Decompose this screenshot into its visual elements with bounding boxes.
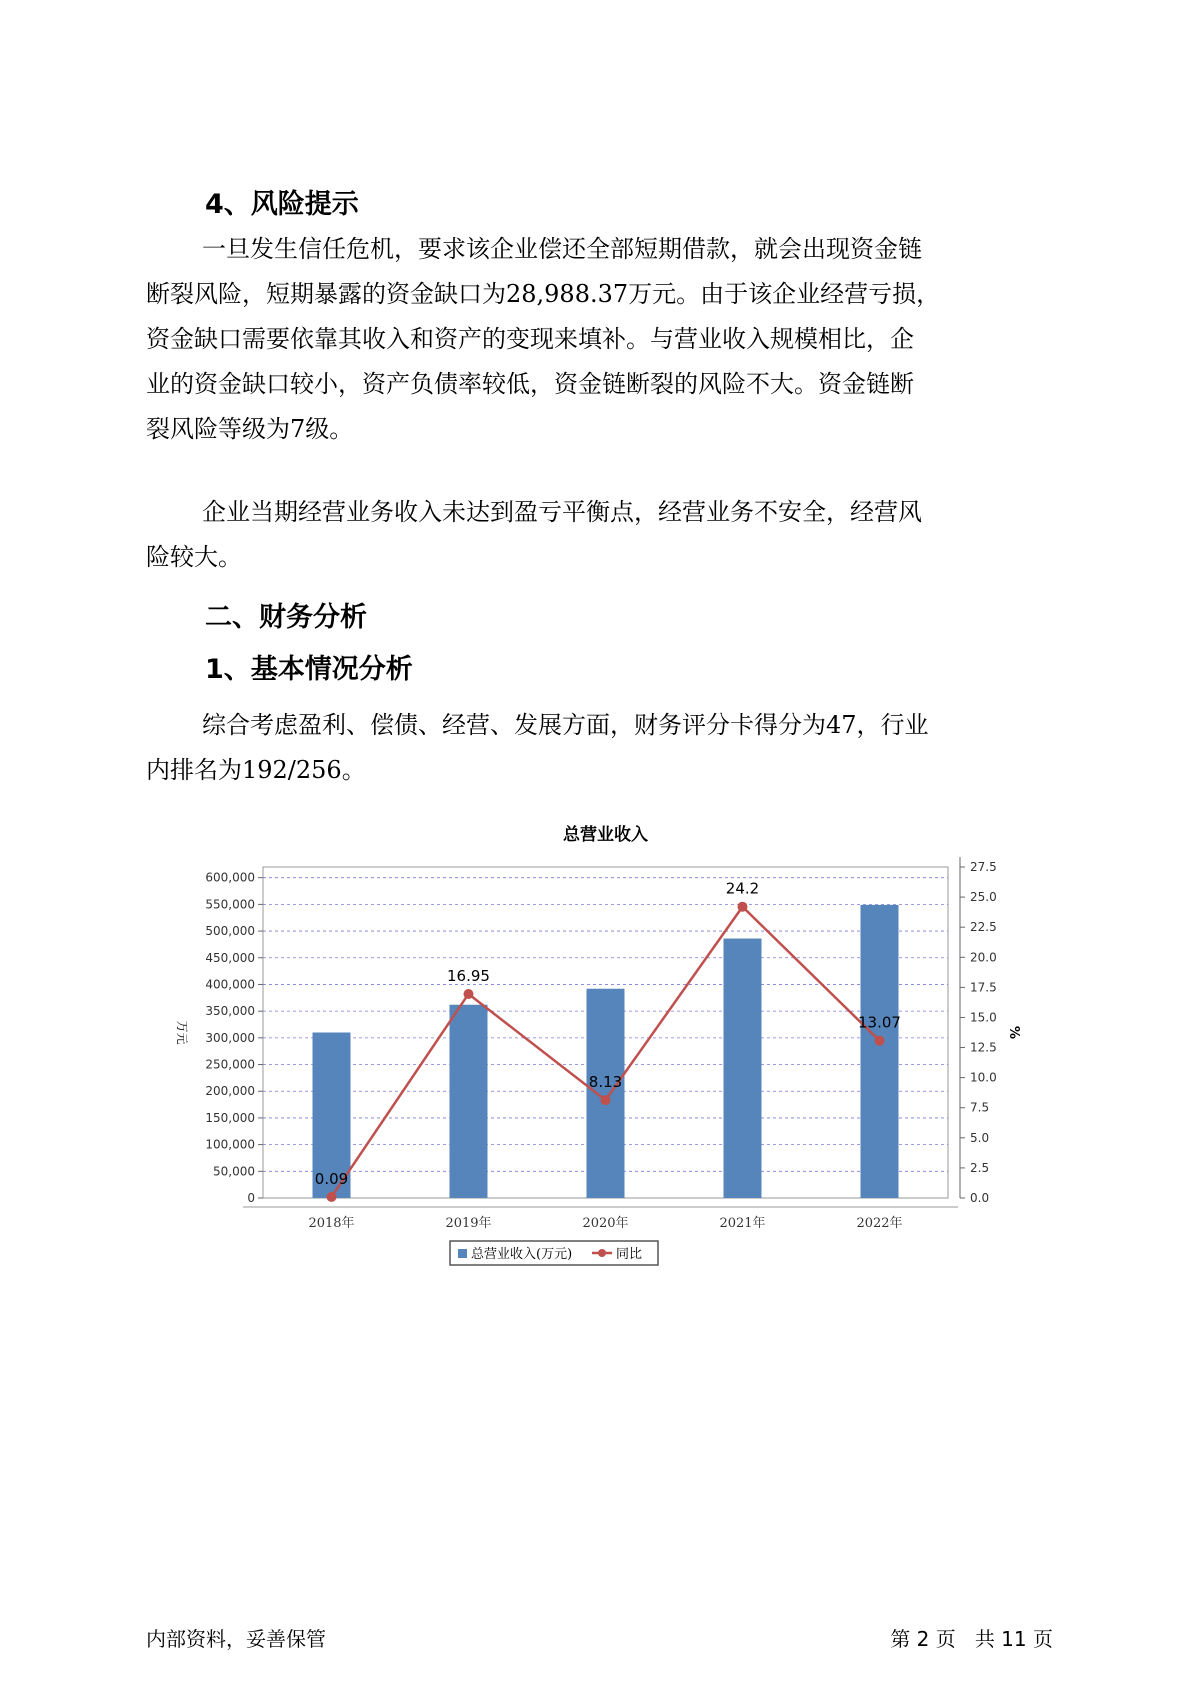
footer-left: 内部资料，妥善保管 [146, 1627, 326, 1651]
yoy-data-label: 24.2 [725, 879, 760, 898]
text-line: 一旦发生信任危机，要求该企业偿还全部短期借款，就会出现资金链 [202, 235, 922, 263]
legend-line-label: 同比 [616, 1247, 643, 1262]
y-left-tick-label: 600,000 [205, 870, 255, 885]
risk-paragraph-2 [146, 490, 1046, 580]
text-line: 内排名为192/256。 [146, 756, 366, 784]
y-right-tick-label: 22.5 [970, 920, 997, 935]
x-tick-label: 2022年 [856, 1216, 903, 1231]
risk-paragraph-1 [146, 227, 1046, 452]
y-left-tick-label: 400,000 [205, 977, 255, 992]
yoy-data-label: 0.09 [314, 1169, 349, 1188]
text-line: 裂风险等级为7级。 [146, 415, 354, 443]
bar [724, 939, 762, 1198]
y-right-tick-label: 0.0 [970, 1191, 990, 1205]
text-line: 综合考虑盈利、偿债、经营、发展方面，财务评分卡得分为47，行业 [202, 711, 929, 739]
yoy-data-label: 8.13 [588, 1073, 623, 1092]
y-left-tick-label: 200,000 [205, 1084, 255, 1099]
revenue-chart [160, 815, 1040, 1275]
y-right-tick-label: 10.0 [970, 1070, 997, 1085]
legend-bar-swatch [458, 1249, 467, 1258]
y-left-tick-label: 100,000 [205, 1137, 255, 1152]
chart-title: 总营业收入 [563, 825, 648, 845]
y-left-tick-label: 300,000 [205, 1030, 255, 1045]
y-left-tick-label: 550,000 [205, 897, 255, 912]
section-heading-finance: 二、财务分析 [205, 602, 367, 633]
legend-line-marker [598, 1249, 606, 1257]
bar [587, 989, 625, 1198]
y-left-tick-label: 50,000 [213, 1164, 255, 1179]
x-tick-label: 2018年 [308, 1216, 355, 1231]
y-left-tick-label: 450,000 [205, 950, 255, 965]
bar [861, 905, 899, 1198]
y-right-tick-label: 12.5 [970, 1040, 997, 1055]
y-left-axis-label: 万元 [175, 1020, 189, 1045]
y-right-tick-label: 17.5 [970, 980, 997, 995]
yoy-point [464, 989, 474, 999]
y-right-tick-label: 15.0 [970, 1010, 997, 1025]
x-tick-label: 2021年 [719, 1216, 766, 1231]
y-left-tick-label: 350,000 [205, 1004, 255, 1019]
text-line: 断裂风险，短期暴露的资金缺口为28,988.37万元。由于该企业经营亏损， [146, 280, 941, 308]
text-line: 业的资金缺口较小，资产负债率较低，资金链断裂的风险不大。资金链断 [146, 370, 914, 398]
yoy-point [738, 902, 748, 912]
yoy-point [875, 1036, 885, 1046]
sub-heading-basic: 1、基本情况分析 [205, 654, 413, 685]
yoy-point [327, 1192, 337, 1202]
bar [450, 1005, 488, 1198]
x-tick-label: 2019年 [445, 1216, 492, 1231]
x-tick-label: 2020年 [582, 1216, 629, 1231]
legend-bar-label: 总营业收入(万元) [471, 1247, 573, 1262]
text-line: 企业当期经营业务收入未达到盈亏平衡点，经营业务不安全，经营风 [202, 498, 922, 526]
y-right-tick-label: 27.5 [970, 860, 997, 874]
footer-page-number: 第 2 页 共 11 页 [890, 1627, 1053, 1651]
y-left-tick-label: 0 [247, 1191, 255, 1205]
yoy-data-label: 13.07 [858, 1013, 901, 1032]
y-right-tick-label: 2.5 [970, 1160, 990, 1175]
section-heading-risk: 4、风险提示 [205, 189, 359, 220]
y-right-tick-label: 5.0 [970, 1130, 990, 1145]
finance-paragraph [146, 703, 1046, 793]
yoy-point [601, 1095, 611, 1105]
y-right-tick-label: 25.0 [970, 890, 997, 905]
y-right-tick-label: 7.5 [970, 1100, 990, 1115]
y-left-tick-label: 500,000 [205, 924, 255, 939]
y-left-tick-label: 150,000 [205, 1110, 255, 1125]
text-line: 资金缺口需要依靠其收入和资产的变现来填补。与营业收入规模相比，企 [146, 325, 914, 353]
text-line: 险较大。 [146, 543, 242, 571]
y-right-tick-label: 20.0 [970, 950, 997, 965]
y-right-axis-label: % [1006, 1025, 1021, 1040]
y-left-tick-label: 250,000 [205, 1057, 255, 1072]
yoy-data-label: 16.95 [447, 966, 490, 985]
